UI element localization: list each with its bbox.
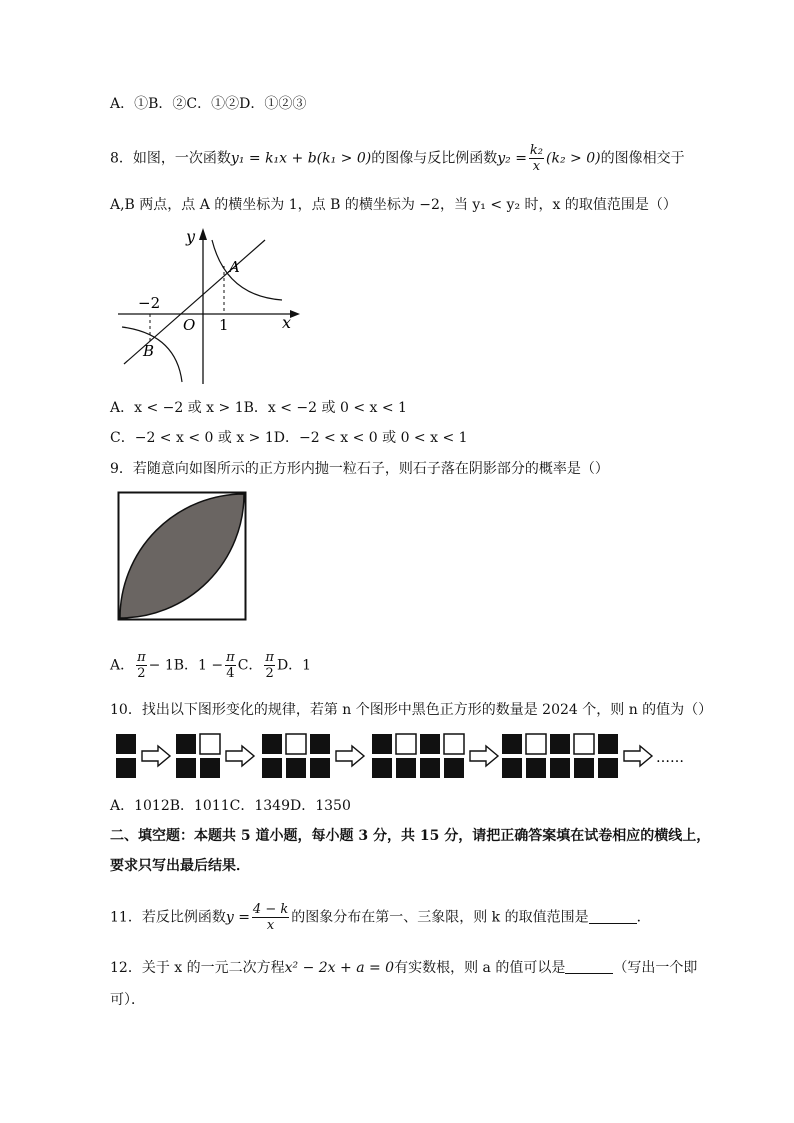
fig4-top-1 [372, 734, 392, 754]
q12-line2: 可）． [110, 992, 145, 1008]
fig5-top-5 [598, 734, 618, 754]
fig2-top-2 [200, 734, 220, 754]
x-axis-arrow-icon [290, 310, 300, 318]
q8-k2: k₂ [529, 143, 544, 158]
q8-mid: 的图像与反比例函数 [371, 150, 498, 167]
fig4-bot-1 [372, 758, 392, 778]
tick-neg2: −2 [138, 294, 161, 312]
fig4-bot-3 [420, 758, 440, 778]
q8-pre: 如图，一次函数 [132, 150, 231, 167]
fig4-top-3 [420, 734, 440, 754]
fig1-top [116, 734, 136, 754]
q8-options-2: C．−2 < x < 0 或 x > 1D．−2 < x < 0 或 0 < x < 1 [110, 430, 468, 446]
q7-options: A．①B．②C．①②D．①②③ [110, 96, 307, 112]
fig5-bot-4 [574, 758, 594, 778]
q11-post: 的图象分布在第一、三象限，则 k 的取值范围是 [291, 909, 589, 926]
q9-figure [117, 491, 249, 623]
fig4-top-4 [444, 734, 464, 754]
fig2-bot-2 [200, 758, 220, 778]
q11-y: y = [225, 909, 250, 926]
fig5-bot-2 [526, 758, 546, 778]
q9-frac-pi-2b [264, 650, 275, 681]
q12-question [110, 958, 697, 978]
q8-y2: y₂ = [497, 150, 527, 167]
section2-heading-line1: 二、填空题：本题共 5 道小题，每小题 3 分，共 15 分，请把正确答案填在试卷相应的横线上， [110, 828, 711, 844]
q9-options [110, 650, 311, 681]
q8-cond2: (k₂ > 0) [546, 150, 601, 167]
q9-opt-a-tail: − 1B．1 − [148, 657, 224, 674]
q10-question: 10．找出以下图形变化的规律，若第 n 个图形中黑色正方形的数量是 2024 个，则 n 的值为（） [110, 702, 713, 718]
q9-pi-2: π [226, 650, 235, 665]
q9-opt-c: C． [237, 657, 263, 674]
q10-options: A．1012B．1011C．1349D．1350 [110, 798, 351, 814]
point-b-label: B [143, 342, 155, 360]
q11-answer-blank[interactable] [589, 909, 637, 924]
origin-label: O [183, 316, 196, 334]
fig5-top-4 [574, 734, 594, 754]
fig2-top-1 [176, 734, 196, 754]
q9-frac-pi-2 [136, 650, 147, 681]
q12-answer-blank[interactable] [565, 959, 613, 974]
fig1-bottom [116, 758, 136, 778]
tick-1: 1 [219, 316, 229, 334]
q8-graph [110, 224, 310, 394]
q9-pi: π [137, 650, 146, 665]
q10-pattern [116, 732, 696, 782]
q12-pre: 12．关于 x 的一元二次方程 [110, 960, 285, 976]
q9-two: 2 [137, 666, 146, 681]
pattern-ellipsis: …… [656, 750, 684, 766]
section2-heading-line2: 要求只写出最后结果． [110, 858, 250, 874]
q9-four: 4 [226, 666, 235, 681]
q8-options-1: A．x < −2 或 x > 1B．x < −2 或 0 < x < 1 [110, 400, 407, 416]
q12-post: 有实数根，则 a 的值可以是 [394, 960, 566, 976]
hyperbola-branch-1 [212, 240, 282, 300]
q11-pre: 11．若反比例函数 [110, 909, 226, 926]
fig3-bot-2 [286, 758, 306, 778]
fig4-top-2 [396, 734, 416, 754]
q8-question-line2: A,B 两点，点 A 的横坐标为 1，点 B 的横坐标为 −2，当 y₁ < y₂ 时，x 的取值范围是（） [110, 197, 677, 213]
fig3-top-3 [310, 734, 330, 754]
fig3-top-1 [262, 734, 282, 754]
arrow-2-icon [226, 746, 254, 766]
q11-num: 4 − k [252, 902, 289, 917]
fig5-bot-3 [550, 758, 570, 778]
arrow-3-icon [336, 746, 364, 766]
fig5-bot-5 [598, 758, 618, 778]
fig3-top-2 [286, 734, 306, 754]
q12-eq: x² − 2x + a = 0 [284, 960, 395, 976]
q9-pi-3: π [265, 650, 274, 665]
fig5-top-1 [502, 734, 522, 754]
q9-question: 9．若随意向如图所示的正方形内抛一粒石子，则石子落在阴影部分的概率是（） [110, 461, 609, 477]
arrow-4-icon [470, 746, 498, 766]
fig5-top-3 [550, 734, 570, 754]
q8-post: 的图像相交于 [600, 150, 685, 167]
q9-opt-a-label: A． [110, 657, 135, 674]
fig5-top-2 [526, 734, 546, 754]
x-label: x [282, 313, 292, 332]
q9-frac-pi-4 [225, 650, 236, 681]
fig3-bot-1 [262, 758, 282, 778]
q11-question [110, 902, 651, 933]
arrow-5-icon [624, 746, 652, 766]
q9-opt-d: D．1 [276, 657, 312, 674]
q11-den: x [266, 918, 275, 933]
fig4-bot-4 [444, 758, 464, 778]
q8-question-line1 [110, 143, 685, 174]
q12-tail: （写出一个即 [613, 960, 698, 976]
q8-fraction [529, 143, 544, 174]
fig3-bot-3 [310, 758, 330, 778]
q8-number: 8． [110, 150, 133, 167]
arrow-1-icon [142, 746, 170, 766]
q8-func1: y₁ = k₁x + b(k₁ > 0) [230, 150, 372, 167]
point-a-label: A [229, 258, 240, 276]
q9-two-b: 2 [265, 666, 274, 681]
y-axis-arrow-icon [199, 228, 207, 240]
q11-end: ． [636, 909, 651, 926]
fig2-bot-1 [176, 758, 196, 778]
q11-fraction [252, 902, 289, 933]
y-label: y [186, 227, 196, 246]
fig5-bot-1 [502, 758, 522, 778]
q8-x: x [532, 159, 541, 174]
fig4-bot-2 [396, 758, 416, 778]
